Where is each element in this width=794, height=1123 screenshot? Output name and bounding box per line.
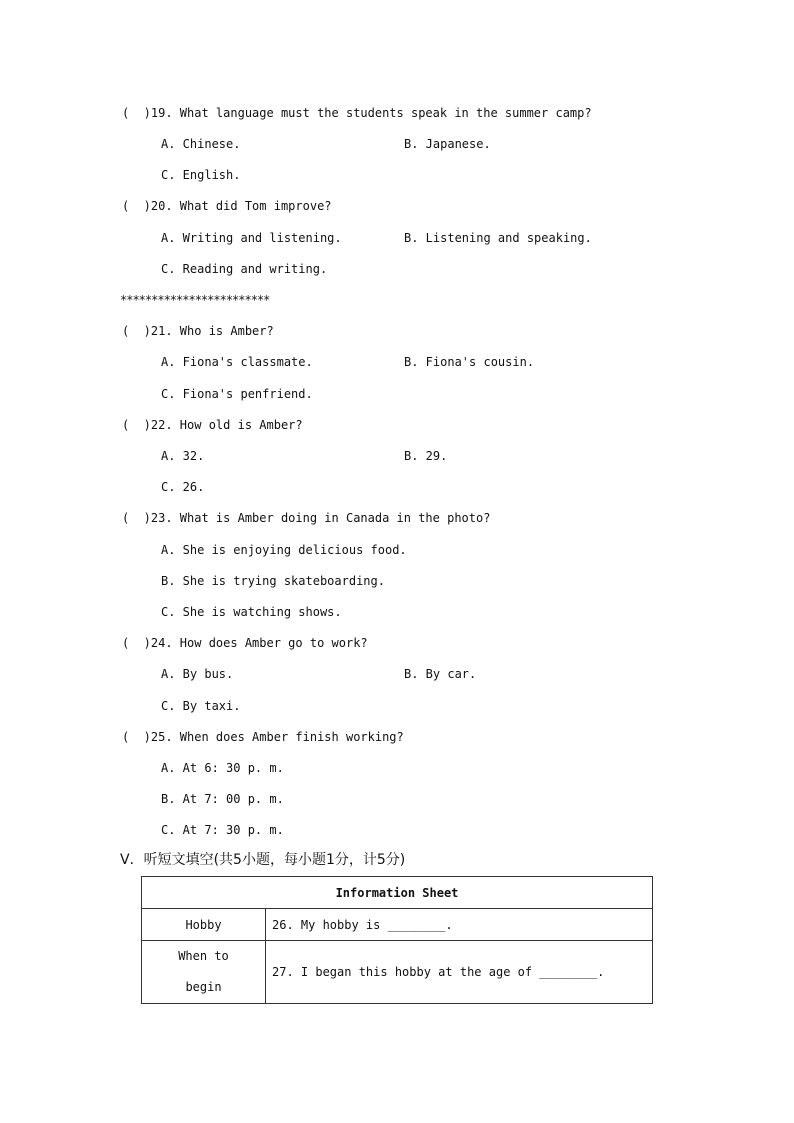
row-label-when-to-begin [142, 941, 266, 1004]
question-23-stem: ( )23. What is Amber doing in Canada in the photo? [122, 511, 491, 525]
question-21-stem: ( )21. Who is Amber? [122, 324, 274, 338]
question-25-option-a: A. At 6: 30 p. m. [161, 761, 284, 775]
question-25-stem: ( )25. When does Amber finish working? [122, 730, 404, 744]
separator-stars: ************************ [120, 293, 270, 307]
row-label-line2: begin [185, 980, 222, 994]
question-23-option-a: A. She is enjoying delicious food. [161, 543, 407, 557]
question-19-option-a: A. Chinese. [161, 137, 241, 151]
question-22-option-a: A. 32. [161, 449, 205, 463]
question-24-option-a: A. By bus. [161, 667, 234, 681]
question-20-stem: ( )20. What did Tom improve? [122, 199, 332, 213]
information-sheet-table [141, 876, 653, 1004]
section-title: V．听短文填空(共5小题，每小题1分，计5分) [120, 852, 406, 868]
question-20-option-b: B. Listening and speaking. [404, 231, 592, 245]
question-21-option-c: C. Fiona's penfriend. [161, 387, 313, 401]
row-content-when-to-begin: 27. I began this hobby at the age of ________. [266, 941, 653, 1004]
question-20-option-a: A. Writing and listening. [161, 231, 342, 245]
question-19-option-b: B. Japanese. [404, 137, 491, 151]
question-20-option-c: C. Reading and writing. [161, 262, 328, 276]
question-24-option-b: B. By car. [404, 667, 477, 681]
row-label-hobby: Hobby [142, 909, 266, 941]
question-21-option-a: A. Fiona's classmate. [161, 355, 313, 369]
question-25-option-c: C. At 7: 30 p. m. [161, 823, 284, 837]
row-label-line1: When to [178, 949, 229, 963]
row-content-hobby: 26. My hobby is ________. [266, 909, 653, 941]
question-23-option-c: C. She is watching shows. [161, 605, 342, 619]
question-21-option-b: B. Fiona's cousin. [404, 355, 535, 369]
question-22-option-b: B. 29. [404, 449, 448, 463]
question-23-option-b: B. She is trying skateboarding. [161, 574, 385, 588]
table-header: Information Sheet [142, 877, 653, 909]
question-22-option-c: C. 26. [161, 480, 205, 494]
question-19-option-c: C. English. [161, 168, 241, 182]
question-24-stem: ( )24. How does Amber go to work? [122, 636, 368, 650]
question-22-stem: ( )22. How old is Amber? [122, 418, 303, 432]
question-19-stem: ( )19. What language must the students speak in the summer camp? [122, 106, 592, 120]
question-24-option-c: C. By taxi. [161, 699, 241, 713]
table-row [142, 909, 653, 941]
question-25-option-b: B. At 7: 00 p. m. [161, 792, 284, 806]
table-row [142, 941, 653, 1004]
